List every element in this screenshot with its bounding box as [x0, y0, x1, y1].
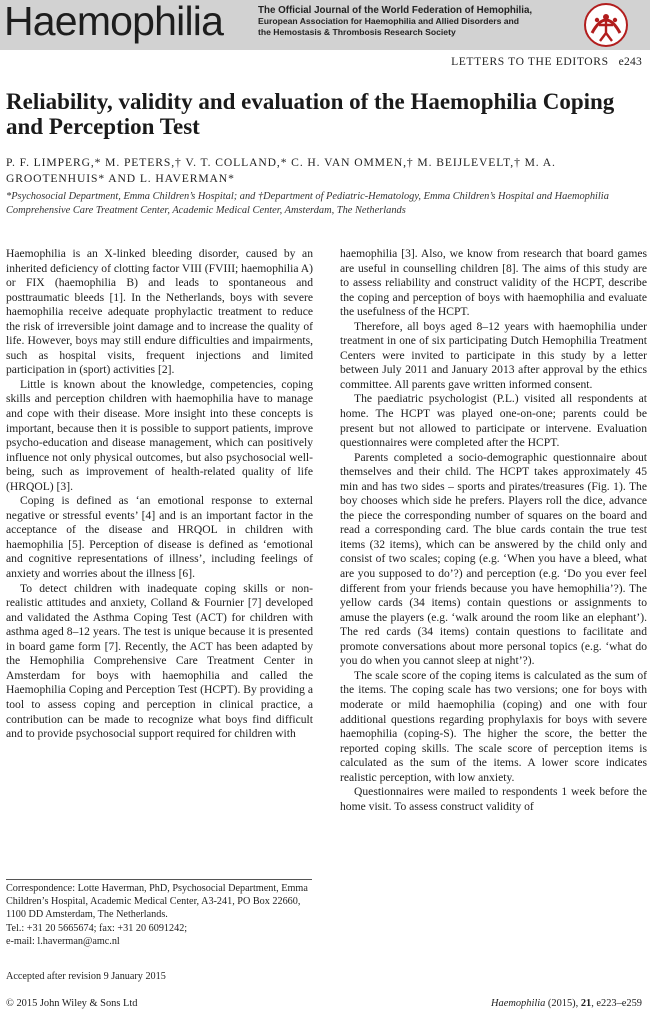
paragraph: Questionnaires were mailed to respondents 1 week before the home visit. To assess construct validity of — [340, 785, 647, 813]
article-affiliations: *Psychosocial Department, Emma Children’s Hospital; and †Department of Pediatric-Hematology, Emma Children’s Hospital and Haemophilia Comprehensive Care Treatment Center, Academic Medical Center, Amsterdam, The Netherlands — [6, 191, 609, 216]
tagline-line: the Hemostasis & Thrombosis Research Society — [258, 27, 456, 37]
paragraph: The paediatric psychologist (P.L.) visited all respondents at home. The HCPT was played one-on-one; parents could be present but not allowed to participate or intervene. Evaluation questionnaires were completed after the HCPT. — [340, 392, 647, 450]
paragraph: Coping is defined as ‘an emotional response to external negative or stressful events’ [4] and is an important factor in the acceptance of the disease and HRQOL in children with haemophilia [5]. Perception of disease is defined as ‘emotional and cognitive representations of illness’, including feelings of anxiety and worries about the illness [6]. — [6, 494, 313, 581]
paragraph: Therefore, all boys aged 8–12 years with haemophilia under treatment in one of six participating Dutch Hemophilia Treatment Centers were invited to participate in this study by a letter between July 2011 and January 2013 after approval by the ethics committee. All parents gave written informed consent. — [340, 319, 647, 391]
paragraph: haemophilia [3]. Also, we know from research that board games are useful in counselling children [8]. The aims of this study are to assess reliability and construct validity of the HCPT, describe the coping and perception of boys with haemophilia and evaluate the usefulness of the HCPT. — [340, 247, 647, 319]
paragraph: The scale score of the coping items is calculated as the sum of the items. The coping scale has two versions; one for boys with moderate or mild haemophilia (coping) and one with four additional questions regarding prophylaxis for boys with severe haemophilia (coping-S). The higher the score, the better the reported coping skills. The scale score of perception items is calculated as the sum of the items. A lower score indicates realistic perception, with low anxiety. — [340, 668, 647, 784]
correspondence-address: Correspondence: Lotte Haverman, PhD, Psychosocial Department, Emma Children’s Hospital, Academic Medical Center, A3-241, PO Box 22660, 1100 DD Amsterdam, The Netherlands. — [6, 883, 308, 921]
journal-banner — [0, 0, 650, 50]
correspondence-phone: Tel.: +31 20 5665674; fax: +31 20 6091242; — [6, 922, 188, 934]
correspondence-email[interactable]: e-mail: l.haverman@amc.nl — [6, 935, 120, 947]
paragraph: Parents completed a socio-demographic questionnaire about themselves and their child. The HCPT takes approximately 45 min and has two sides – sports and pirates/treasures (Fig. 1). The boy chooses which side he prefers. Players roll the dice, advance the piece the corresponding number of squares on the board and read a corresponding card. The blue cards contain the true test items (32 items), which can be answered by the child only and consist of two scales; coping (e.g. ‘When you have a bleed, what are you supposed to do’?) and perception (e.g. ‘Do you ever feel different from your friends because you have hemophilia’?). The yellow cards (34 items) contain questions or assignments to amuse the players (e.g. ‘walk around the room like an elephant’). The red cards (34 items) contain questions to facilitate and promote conversations about more personal topics (e.g. ‘what do you do when you cannot sleep at night’?). — [340, 450, 647, 668]
running-header — [451, 55, 642, 68]
paragraph: To detect children with inadequate coping skills or non-realistic attitudes and anxiety, Colland & Fournier [7] developed and validated the Asthma Coping Test (ACT) for children with asthma aged 8–12 years. The test is unique because it is presented in board game form [7]. Recently, the ACT has been adapted by the Hemophilia Comprehensive Care Treatment Center in Amsterdam for boys with haemophilia and called the Haemophilia Coping and Perception Test (HCPT). By providing a tool to assess coping and perception in clinical practice, a contribution can be made to recognize what boys find difficult and to provide psychosocial support required for children with — [6, 581, 313, 741]
citation-pages: , e223–e259 — [591, 998, 642, 1009]
page-number: e243 — [618, 55, 642, 68]
article-authors: P. F. LIMPERG,* M. PETERS,† V. T. COLLAND,* C. H. VAN OMMEN,† M. BEIJLEVELT,† M. A. GROOTENHUIS* AND L. HAVERMAN* — [6, 156, 556, 185]
wfh-logo-icon — [584, 3, 628, 47]
correspondence-footnote — [6, 882, 313, 948]
citation — [491, 998, 642, 1009]
paragraph: Haemophilia is an X-linked bleeding disorder, caused by an inherited deficiency of clotting factor VIII (FVIII; haemophilia A) or FIX (haemophilia B) and leads to spontaneous and posttraumatic bleeds [1]. In the Netherlands, boys with severe haemophilia receive adequate prophylactic treatment to reduce the risk of irreversible joint damage and to increase the quality of life. However, boys may still endure difficulties and impairments, such as hospital visits, frequent injections and limited participation in (sport) activities [2]. — [6, 247, 313, 377]
paragraph: Little is known about the knowledge, competencies, coping skills and perception children with haemophilia have to manage and cope with their disease. More insight into these concepts is important, because then it is possible to support patients, improve psycho-education and disease management, which can positively influence not only physical outcomes, but also psychosocial well-being, such as improvement of health-related quality of life (HRQOL) [3]. — [6, 377, 313, 493]
body-column-left — [6, 247, 313, 742]
journal-tagline — [258, 5, 578, 38]
copyright: © 2015 John Wiley & Sons Ltd — [6, 998, 138, 1009]
article-title: Reliability, validity and evaluation of the Haemophilia Coping and Perception Test — [6, 89, 615, 139]
section-label: LETTERS TO THE EDITORS — [451, 55, 609, 68]
tagline-line: European Association for Haemophilia and Allied Disorders and — [258, 16, 520, 26]
citation-volume: 21 — [580, 998, 592, 1009]
journal-title: Haemophilia — [4, 0, 224, 44]
citation-journal: Haemophilia — [491, 998, 546, 1009]
tagline-line: The Official Journal of the World Federation of Hemophilia, — [258, 5, 533, 16]
body-column-right — [340, 247, 647, 814]
citation-year: (2015), — [545, 998, 581, 1009]
accepted-date: Accepted after revision 9 January 2015 — [6, 971, 166, 982]
footnote-divider — [6, 879, 312, 880]
